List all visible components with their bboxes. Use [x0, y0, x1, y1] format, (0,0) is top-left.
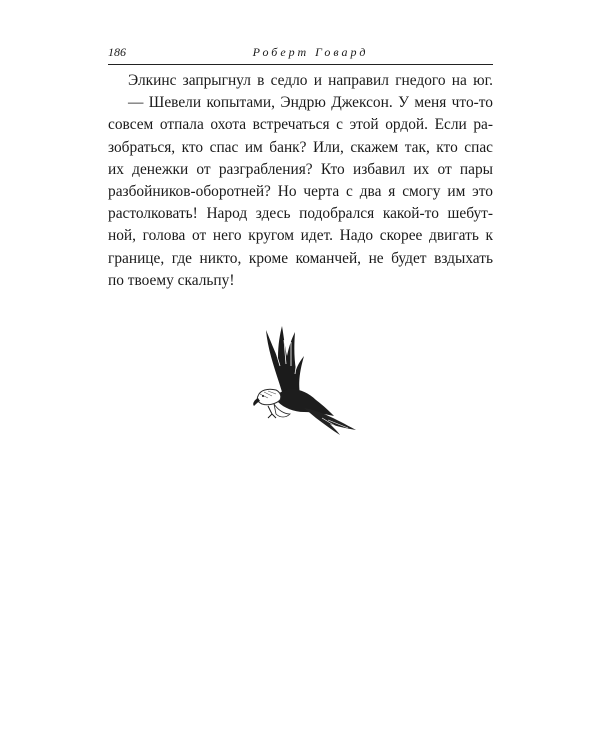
text-line: по твоему скальпу! [108, 271, 235, 289]
text-line: растолковать! Народ здесь подобрался какой-то шебут- [108, 205, 493, 223]
text-line: ной, голова от него кругом идет. Надо скорее двигать к [108, 227, 493, 245]
text-line: — Шевели копытами, Эндрю Джексон. У меня что-то [128, 94, 493, 112]
running-head [108, 44, 493, 64]
text-line: совсем отпала охота встречаться с этой ордой. Если ра- [108, 116, 493, 134]
text-line: границе, где никто, кроме команчей, не будет вздыхать [108, 249, 493, 267]
eagle-icon [238, 322, 358, 436]
header-rule [108, 64, 493, 65]
text-line: разбойников-оборотней? Но черта с два я смогу им это [108, 183, 493, 201]
page-number: 186 [108, 45, 126, 59]
text-line: их денежки от разграбления? Кто избавил их от пары [108, 160, 493, 178]
text-line: Элкинс запрыгнул в седло и направил гнедого на юг. [128, 72, 493, 89]
text-line: зобраться, кто спас им банк? Или, скажем так, кто спас [108, 138, 493, 156]
body-text [108, 70, 493, 292]
running-title: Роберт Говард [252, 45, 369, 59]
